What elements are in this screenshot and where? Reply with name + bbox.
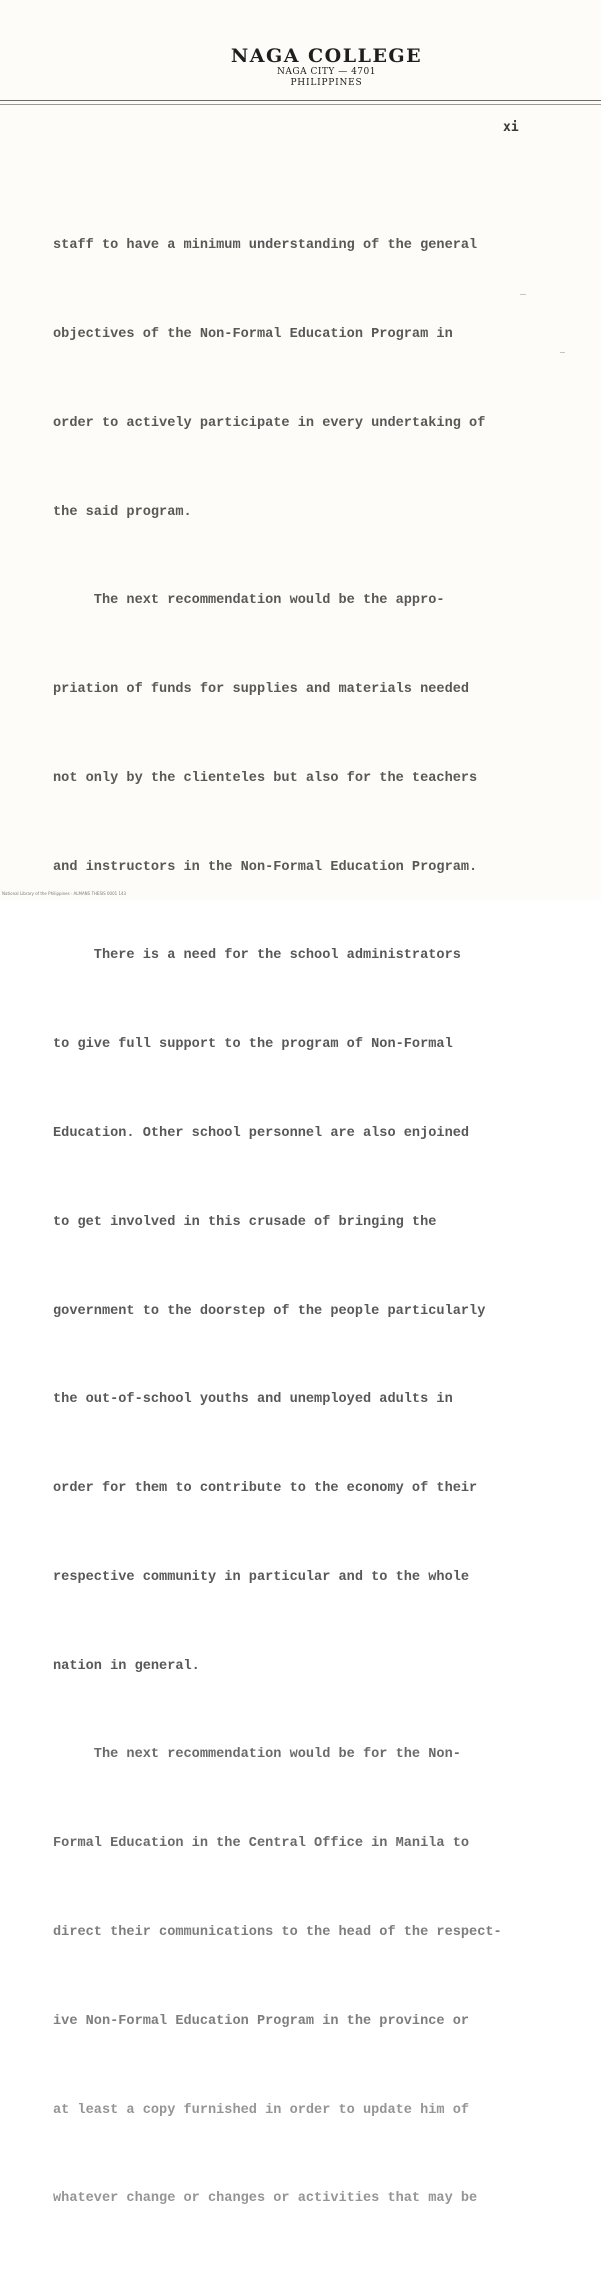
body-line: nation in general. [53,1658,200,1674]
paper-speck [560,352,565,353]
institution-country: PHILIPPINES [290,78,363,88]
body-line: The next recommendation would be for the Non- [53,1747,461,1763]
body-line: direct their communications to the head of the respect- [53,1925,502,1941]
letterhead-rule-bottom [0,104,601,105]
body-line: whatever change or changes or activities that may be [53,2191,478,2207]
body-line: priation of funds for supplies and materials needed [53,682,470,698]
body-line: order for them to contribute to the economy of their [53,1481,478,1497]
body-line: respective community in particular and to the whole [53,1569,470,1585]
paper-speck [520,294,526,295]
letterhead [0,45,601,89]
body-line: at least a copy furnished in order to update him of [53,2102,470,2118]
body-line: There is a need for the school administrators [53,948,461,964]
body-line: Formal Education in the Central Office in Manila to [53,1836,470,1852]
body-text [53,172,583,2273]
body-line: the out-of-school youths and unemployed adults in [53,1392,453,1408]
body-line: to give full support to the program of Non-Formal [53,1037,453,1053]
body-line: objectives of the Non-Formal Education Program in [53,326,453,342]
page-number: xi [503,120,519,135]
body-line: the said program. [53,504,192,520]
institution-name: NAGA COLLEGE [230,45,423,67]
body-line: and instructors in the Non-Formal Education Program. [53,859,478,875]
body-line: not only by the clienteles but also for the teachers [53,770,478,786]
body-line: Education. Other school personnel are also enjoined [53,1126,470,1141]
body-line: staff to have a minimum understanding of the general [53,238,478,254]
archive-footer-note: National Library of the Philippines · ALMANS THESIS 0001 143 [2,891,127,896]
institution-city: NAGA CITY — 4701 [277,67,376,77]
body-line: government to the doorstep of the people particularly [53,1303,486,1319]
body-line: ive Non-Formal Education Program in the province or [53,2013,470,2029]
body-line: to get involved in this crusade of bringing the [53,1214,437,1230]
letterhead-rule-top [0,100,601,101]
body-line: order to actively participate in every undertaking of [53,415,486,431]
body-line: The next recommendation would be the appro- [53,593,445,609]
